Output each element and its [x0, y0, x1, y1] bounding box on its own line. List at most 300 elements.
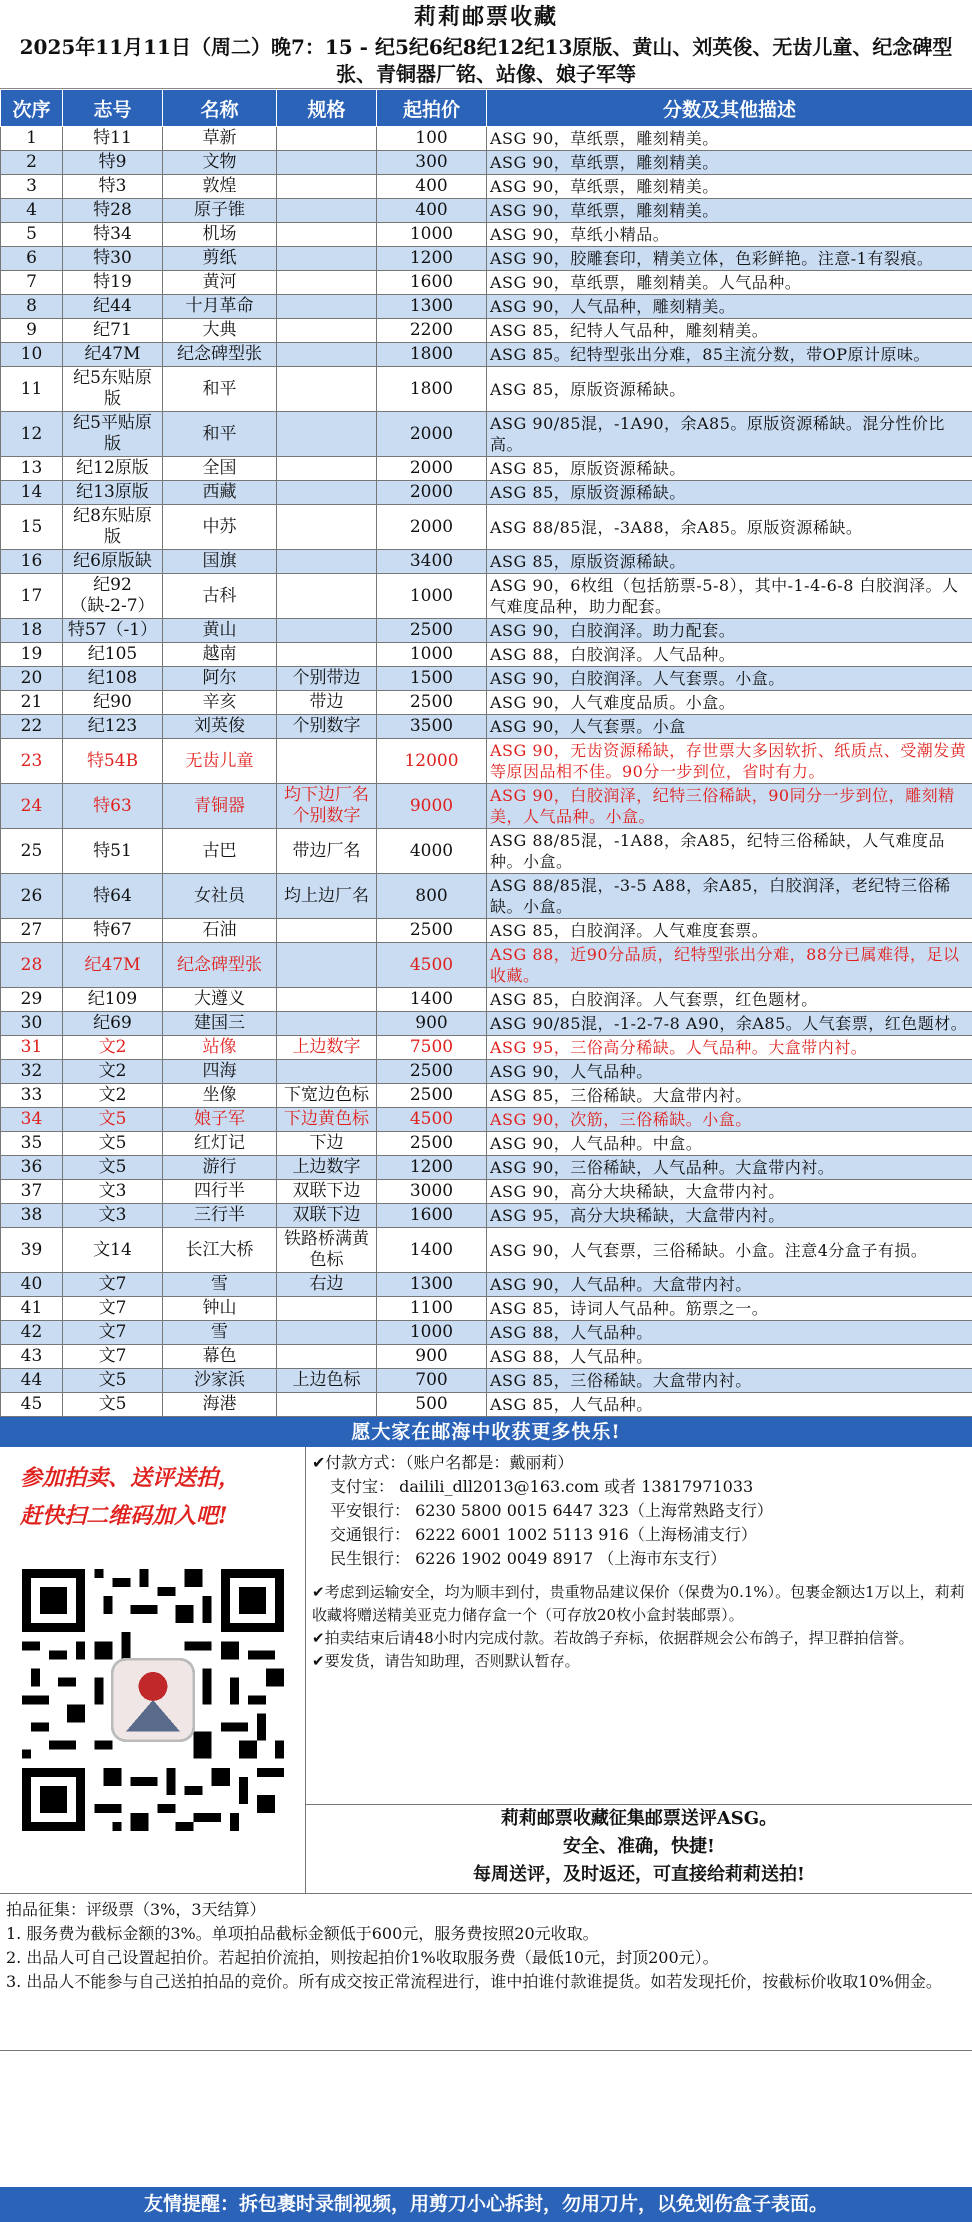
lot-name: 和平 — [163, 367, 277, 412]
column-header-desc: 分数及其他描述 — [487, 90, 972, 127]
table-row — [1, 1084, 972, 1108]
lot-code: 文7 — [63, 1321, 163, 1345]
lot-spec: 带边厂名 — [277, 829, 377, 874]
lot-spec: 右边 — [277, 1273, 377, 1297]
lot-desc: ASG 90，草纸票，雕刻精美。 — [487, 175, 972, 199]
table-row — [1, 151, 972, 175]
lot-price: 400 — [377, 199, 487, 223]
lot-desc: ASG 90，三俗稀缺，人气品种。大盒带内衬。 — [487, 1156, 972, 1180]
lot-desc: ASG 90，高分大块稀缺，大盒带内衬。 — [487, 1180, 972, 1204]
lot-no: 27 — [1, 919, 63, 943]
table-row — [1, 1393, 972, 1417]
lot-table — [0, 89, 972, 1417]
lot-desc: ASG 88，白胶润泽。人气品种。 — [487, 643, 972, 667]
lot-name: 黄河 — [163, 271, 277, 295]
lot-price: 1000 — [377, 643, 487, 667]
lot-name: 青铜器 — [163, 784, 277, 829]
lot-no: 4 — [1, 199, 63, 223]
table-row — [1, 1297, 972, 1321]
lot-spec — [277, 199, 377, 223]
page-subtitle: 2025年11月11日（周二）晚7：15 - 纪5纪6纪8纪12纪13原版、黄山、刘英俊、无齿儿童、纪念碑型张、青铜器厂铭、站像、娘子军等 — [19, 35, 953, 86]
lot-spec — [277, 505, 377, 550]
lot-no: 1 — [1, 127, 63, 151]
lot-price: 2500 — [377, 1060, 487, 1084]
table-row — [1, 1204, 972, 1228]
lot-code: 特30 — [63, 247, 163, 271]
table-row — [1, 715, 972, 739]
lot-price: 300 — [377, 151, 487, 175]
lot-no: 23 — [1, 739, 63, 784]
lot-no: 21 — [1, 691, 63, 715]
lot-price: 9000 — [377, 784, 487, 829]
lot-name: 古科 — [163, 574, 277, 619]
lot-no: 31 — [1, 1036, 63, 1060]
lot-code: 特63 — [63, 784, 163, 829]
lot-spec — [277, 574, 377, 619]
lot-price: 1300 — [377, 1273, 487, 1297]
table-row — [1, 319, 972, 343]
lot-spec: 下宽边色标 — [277, 1084, 377, 1108]
lot-spec — [277, 1321, 377, 1345]
lot-code: 纪108 — [63, 667, 163, 691]
lot-no: 26 — [1, 874, 63, 919]
lot-no: 22 — [1, 715, 63, 739]
lot-code: 特11 — [63, 127, 163, 151]
lot-code: 文7 — [63, 1345, 163, 1369]
lot-name: 游行 — [163, 1156, 277, 1180]
lot-spec — [277, 295, 377, 319]
note-shipping: ✔考虑到运输安全，均为顺丰到付，贵重物品建议保价（保费为0.1%）。包裹金额达1万以上，莉莉收藏将赠送精美亚克力储存盒一个（可存放20枚小盒封装邮票）。 — [312, 1583, 965, 1624]
lot-price: 500 — [377, 1393, 487, 1417]
table-row — [1, 829, 972, 874]
jiaotong-account: 交通银行： 6222 6001 1002 5113 916（上海杨浦支行） — [330, 1525, 757, 1544]
note-delivery: ✔要发货，请告知助理，否则默认暂存。 — [312, 1652, 580, 1670]
column-header-no: 次序 — [1, 90, 63, 127]
lot-code: 特51 — [63, 829, 163, 874]
lot-name: 海港 — [163, 1393, 277, 1417]
table-row — [1, 574, 972, 619]
lot-desc: ASG 90，白胶润泽。人气套票。小盒。 — [487, 667, 972, 691]
lot-name: 幕色 — [163, 1345, 277, 1369]
lot-desc: ASG 90，人气品种。大盒带内衬。 — [487, 1273, 972, 1297]
lot-code: 纪69 — [63, 1012, 163, 1036]
lot-name: 雪 — [163, 1273, 277, 1297]
lot-desc: ASG 90，6枚组（包括筋票-5-8），其中-1-4-6-8 白胶润泽。人气难度品种，助力配套。 — [487, 574, 972, 619]
lot-desc: ASG 90，草纸票，雕刻精美。 — [487, 199, 972, 223]
table-row — [1, 1369, 972, 1393]
alipay-account: 支付宝： dailili_dll2013@163.com 或者 13817971033 — [330, 1477, 754, 1496]
lot-no: 16 — [1, 550, 63, 574]
table-row — [1, 691, 972, 715]
table-row — [1, 988, 972, 1012]
lot-name: 四行半 — [163, 1180, 277, 1204]
info-section — [0, 1447, 972, 1894]
lot-code: 文5 — [63, 1108, 163, 1132]
rule-1: 1. 服务费为截标金额的3%。单项拍品截标金额低于600元，服务费按照20元收取。 — [6, 1924, 599, 1943]
lot-price: 2000 — [377, 505, 487, 550]
lot-price: 2500 — [377, 1084, 487, 1108]
lot-desc: ASG 88，近90分品质，纪特型张出分难，88分已属难得，足以收藏。 — [487, 943, 972, 988]
lot-desc: ASG 85，人气品种。 — [487, 1393, 972, 1417]
lot-no: 33 — [1, 1084, 63, 1108]
lot-name: 文物 — [163, 151, 277, 175]
lot-no: 17 — [1, 574, 63, 619]
lot-desc: ASG 95，高分大块稀缺，大盒带内衬。 — [487, 1204, 972, 1228]
promo-line-2: 赶快扫二维码加入吧! — [20, 1503, 228, 1529]
lot-no: 37 — [1, 1180, 63, 1204]
lot-desc: ASG 85，原版资源稀缺。 — [487, 367, 972, 412]
lot-price: 2500 — [377, 619, 487, 643]
lot-table-body — [1, 127, 972, 1417]
lot-name: 娘子军 — [163, 1108, 277, 1132]
lot-price: 400 — [377, 175, 487, 199]
lot-spec — [277, 1012, 377, 1036]
lot-price: 1400 — [377, 988, 487, 1012]
footer-reminder: 友情提醒：拆包裹时录制视频，用剪刀小心拆封，勿用刀片，以免划伤盒子表面。 — [0, 2187, 972, 2222]
lot-no: 18 — [1, 619, 63, 643]
lot-spec — [277, 127, 377, 151]
collect-line-3: 每周送评，及时返还，可直接给莉莉送拍! — [473, 1864, 805, 1885]
payment-info — [306, 1447, 972, 1575]
lot-desc: ASG 95，三俗高分稀缺。人气品种。大盒带内衬。 — [487, 1036, 972, 1060]
table-row — [1, 343, 972, 367]
promo-text — [0, 1447, 305, 1535]
lot-desc: ASG 85，白胶润泽。人气难度套票。 — [487, 919, 972, 943]
lot-spec — [277, 343, 377, 367]
lot-code: 文2 — [63, 1036, 163, 1060]
table-row — [1, 457, 972, 481]
column-header-price: 起拍价 — [377, 90, 487, 127]
rules-heading: 拍品征集：评级票（3%，3天结算） — [6, 1900, 266, 1919]
table-row — [1, 1180, 972, 1204]
lot-code: 纪47M — [63, 343, 163, 367]
lot-code: 文2 — [63, 1060, 163, 1084]
lot-no: 10 — [1, 343, 63, 367]
lot-code: 纪92（缺-2-7） — [63, 574, 163, 619]
lot-spec — [277, 367, 377, 412]
page-title: 莉莉邮票收藏 — [413, 4, 558, 30]
lot-name: 敦煌 — [163, 175, 277, 199]
column-header-name: 名称 — [163, 90, 277, 127]
lot-price: 1800 — [377, 367, 487, 412]
lot-name: 黄山 — [163, 619, 277, 643]
table-row — [1, 175, 972, 199]
lot-no: 35 — [1, 1132, 63, 1156]
lot-price: 1300 — [377, 295, 487, 319]
lot-price: 2000 — [377, 457, 487, 481]
lot-price: 800 — [377, 874, 487, 919]
lot-desc: ASG 88，人气品种。 — [487, 1321, 972, 1345]
lot-name: 大遵义 — [163, 988, 277, 1012]
lot-code: 纪44 — [63, 295, 163, 319]
lot-spec: 铁路桥满黄色标 — [277, 1228, 377, 1273]
lot-code: 纪71 — [63, 319, 163, 343]
lot-name: 刘英俊 — [163, 715, 277, 739]
lot-no: 15 — [1, 505, 63, 550]
lot-spec: 上边色标 — [277, 1369, 377, 1393]
lot-name: 站像 — [163, 1036, 277, 1060]
lot-price: 1200 — [377, 1156, 487, 1180]
lot-price: 4500 — [377, 1108, 487, 1132]
lot-no: 13 — [1, 457, 63, 481]
lot-price: 900 — [377, 1345, 487, 1369]
lot-spec — [277, 919, 377, 943]
lot-code: 纪123 — [63, 715, 163, 739]
lot-no: 39 — [1, 1228, 63, 1273]
column-header-spec: 规格 — [277, 90, 377, 127]
lot-price: 2500 — [377, 1132, 487, 1156]
lot-code: 纪6原版缺 — [63, 550, 163, 574]
table-row — [1, 199, 972, 223]
lot-no: 25 — [1, 829, 63, 874]
lot-price: 12000 — [377, 739, 487, 784]
lot-price: 700 — [377, 1369, 487, 1393]
lot-name: 西藏 — [163, 481, 277, 505]
lot-no: 38 — [1, 1204, 63, 1228]
lot-desc: ASG 85，白胶润泽。人气套票，红色题材。 — [487, 988, 972, 1012]
lot-desc: ASG 85，纪特人气品种，雕刻精美。 — [487, 319, 972, 343]
lot-spec: 个别数字 — [277, 715, 377, 739]
lot-desc: ASG 90，白胶润泽。助力配套。 — [487, 619, 972, 643]
lot-name: 四海 — [163, 1060, 277, 1084]
lot-desc: ASG 90，人气品种。 — [487, 1060, 972, 1084]
lot-desc: ASG 90，草纸票，雕刻精美。 — [487, 151, 972, 175]
lot-price: 1800 — [377, 343, 487, 367]
lot-no: 2 — [1, 151, 63, 175]
lot-spec: 均下边厂名个别数字 — [277, 784, 377, 829]
lot-spec — [277, 457, 377, 481]
qr-code-icon[interactable] — [22, 1569, 284, 1831]
lot-name: 无齿儿童 — [163, 739, 277, 784]
table-row — [1, 739, 972, 784]
table-row — [1, 1321, 972, 1345]
lot-price: 100 — [377, 127, 487, 151]
table-row — [1, 481, 972, 505]
lot-no: 29 — [1, 988, 63, 1012]
lot-no: 7 — [1, 271, 63, 295]
lot-name: 三行半 — [163, 1204, 277, 1228]
lot-desc: ASG 90，人气难度品质。小盒。 — [487, 691, 972, 715]
lot-name: 红灯记 — [163, 1132, 277, 1156]
lot-desc: ASG 90，胶雕套印，精美立体，色彩鲜艳。注意-1有裂痕。 — [487, 247, 972, 271]
lot-spec: 下边黄色标 — [277, 1108, 377, 1132]
lot-code: 特64 — [63, 874, 163, 919]
table-row — [1, 1108, 972, 1132]
lot-code: 纪12原版 — [63, 457, 163, 481]
note-payment-deadline: ✔拍卖结束后请48小时内完成付款。若故鸽子弃标，依据群规会公布鸽子，捍卫群拍信誉。 — [312, 1629, 914, 1647]
lot-spec — [277, 1297, 377, 1321]
lot-code: 文14 — [63, 1228, 163, 1273]
lot-price: 900 — [377, 1012, 487, 1036]
lot-price: 3000 — [377, 1180, 487, 1204]
lot-spec — [277, 151, 377, 175]
lot-name: 原子锥 — [163, 199, 277, 223]
table-row — [1, 505, 972, 550]
lot-spec — [277, 247, 377, 271]
lot-code: 文5 — [63, 1132, 163, 1156]
lot-no: 5 — [1, 223, 63, 247]
lot-spec: 带边 — [277, 691, 377, 715]
lot-price: 2500 — [377, 691, 487, 715]
table-row — [1, 874, 972, 919]
lot-name: 国旗 — [163, 550, 277, 574]
lot-spec: 双联下边 — [277, 1180, 377, 1204]
lot-no: 41 — [1, 1297, 63, 1321]
lot-no: 30 — [1, 1012, 63, 1036]
table-row — [1, 271, 972, 295]
header — [0, 0, 972, 89]
lot-name: 雪 — [163, 1321, 277, 1345]
lot-name: 沙家浜 — [163, 1369, 277, 1393]
lot-price: 3500 — [377, 715, 487, 739]
lot-no: 24 — [1, 784, 63, 829]
lot-price: 1000 — [377, 574, 487, 619]
lot-code: 纪109 — [63, 988, 163, 1012]
lot-no: 28 — [1, 943, 63, 988]
lot-code: 特3 — [63, 175, 163, 199]
collect-line-1: 莉莉邮票收藏征集邮票送评ASG。 — [500, 1808, 778, 1829]
lot-code: 文3 — [63, 1180, 163, 1204]
rule-3: 3. 出品人不能参与自己送拍拍品的竞价。所有成交按正常流程进行，谁中拍谁付款谁提货。如若发现托价，按截标价收取10%佣金。 — [6, 1972, 942, 1991]
lot-spec — [277, 175, 377, 199]
lot-code: 文2 — [63, 1084, 163, 1108]
lot-price: 1600 — [377, 1204, 487, 1228]
lot-name: 十月革命 — [163, 295, 277, 319]
lot-desc: ASG 90，人气套票。小盒 — [487, 715, 972, 739]
lot-no: 44 — [1, 1369, 63, 1393]
table-row — [1, 550, 972, 574]
lot-name: 纪念碑型张 — [163, 343, 277, 367]
lot-code: 文5 — [63, 1393, 163, 1417]
lot-name: 和平 — [163, 412, 277, 457]
lot-desc: ASG 90，人气套票，三俗稀缺。小盒。注意4分盒子有损。 — [487, 1228, 972, 1273]
lot-no: 32 — [1, 1060, 63, 1084]
lot-name: 机场 — [163, 223, 277, 247]
lot-name: 女社员 — [163, 874, 277, 919]
lot-code: 文5 — [63, 1369, 163, 1393]
promo-panel — [0, 1447, 306, 1893]
lot-spec — [277, 643, 377, 667]
lot-spec: 上边数字 — [277, 1156, 377, 1180]
lot-price: 3400 — [377, 550, 487, 574]
pingan-account: 平安银行： 6230 5800 0015 6447 323（上海常熟路支行） — [330, 1501, 773, 1520]
lot-desc: ASG 88，人气品种。 — [487, 1345, 972, 1369]
table-row — [1, 1132, 972, 1156]
lot-desc: ASG 85，诗词人气品种。筋票之一。 — [487, 1297, 972, 1321]
lot-spec — [277, 412, 377, 457]
lot-desc: ASG 90/85混，-1-2-7-8 A90，余A85。人气套票，红色题材。 — [487, 1012, 972, 1036]
lot-spec — [277, 1060, 377, 1084]
lot-price: 1400 — [377, 1228, 487, 1273]
lot-no: 36 — [1, 1156, 63, 1180]
lot-desc: ASG 88/85混，-3A88，余A85。原版资源稀缺。 — [487, 505, 972, 550]
lot-no: 3 — [1, 175, 63, 199]
column-header-code: 志号 — [63, 90, 163, 127]
lot-desc: ASG 85，三俗稀缺。大盒带内衬。 — [487, 1084, 972, 1108]
lot-spec — [277, 988, 377, 1012]
lot-code: 特9 — [63, 151, 163, 175]
lot-name: 石油 — [163, 919, 277, 943]
lot-no: 9 — [1, 319, 63, 343]
lot-price: 2000 — [377, 412, 487, 457]
lot-code: 特57（-1） — [63, 619, 163, 643]
lot-spec: 均上边厂名 — [277, 874, 377, 919]
lot-price: 1600 — [377, 271, 487, 295]
lot-desc: ASG 90，草纸票，雕刻精美。人气品种。 — [487, 271, 972, 295]
lot-price: 2200 — [377, 319, 487, 343]
lot-code: 特67 — [63, 919, 163, 943]
lot-desc: ASG 88/85混，-3-5 A88，余A85，白胶润泽，老纪特三俗稀缺。小盒。 — [487, 874, 972, 919]
table-header-row — [1, 90, 972, 127]
lot-desc: ASG 90，草纸小精品。 — [487, 223, 972, 247]
lot-name: 古巴 — [163, 829, 277, 874]
lot-name: 钟山 — [163, 1297, 277, 1321]
lot-no: 40 — [1, 1273, 63, 1297]
banner: 愿大家在邮海中收获更多快乐! — [0, 1417, 972, 1447]
table-row — [1, 1012, 972, 1036]
lot-desc: ASG 85，三俗稀缺。大盒带内衬。 — [487, 1369, 972, 1393]
lot-code: 文7 — [63, 1297, 163, 1321]
consignment-rules — [0, 1894, 972, 2051]
lot-no: 42 — [1, 1321, 63, 1345]
lot-code: 纪90 — [63, 691, 163, 715]
lot-spec: 上边数字 — [277, 1036, 377, 1060]
lot-spec — [277, 481, 377, 505]
lot-price: 1000 — [377, 1321, 487, 1345]
lot-code: 特34 — [63, 223, 163, 247]
table-row — [1, 667, 972, 691]
table-row — [1, 247, 972, 271]
lot-no: 14 — [1, 481, 63, 505]
lot-desc: ASG 85，原版资源稀缺。 — [487, 457, 972, 481]
table-row — [1, 127, 972, 151]
lot-code: 文5 — [63, 1156, 163, 1180]
lot-spec — [277, 739, 377, 784]
lot-desc: ASG 90，无齿资源稀缺，存世票大多因软折、纸质点、受潮发黄等原因品相不佳。90分一步到位，省时有力。 — [487, 739, 972, 784]
lot-spec — [277, 319, 377, 343]
lot-spec — [277, 271, 377, 295]
lot-spec: 个别带边 — [277, 667, 377, 691]
lot-price: 1200 — [377, 247, 487, 271]
lot-price: 2000 — [377, 481, 487, 505]
lot-desc: ASG 85。纪特型张出分难，85主流分数，带OP原计原味。 — [487, 343, 972, 367]
lot-name: 长江大桥 — [163, 1228, 277, 1273]
lot-no: 6 — [1, 247, 63, 271]
lot-name: 阿尔 — [163, 667, 277, 691]
lot-name: 坐像 — [163, 1084, 277, 1108]
lot-name: 草新 — [163, 127, 277, 151]
lot-price: 2500 — [377, 919, 487, 943]
lot-spec — [277, 550, 377, 574]
lot-desc: ASG 90，白胶润泽，纪特三俗稀缺，90同分一步到位，雕刻精美，人气品种。小盒。 — [487, 784, 972, 829]
lot-desc: ASG 90，次筋，三俗稀缺。小盒。 — [487, 1108, 972, 1132]
lot-desc: ASG 90，人气品种，雕刻精美。 — [487, 295, 972, 319]
lot-code: 纪5平贴原版 — [63, 412, 163, 457]
table-row — [1, 1345, 972, 1369]
lot-price: 4000 — [377, 829, 487, 874]
payment-heading: ✔付款方式：（账户名都是：戴丽莉） — [312, 1453, 574, 1472]
table-row — [1, 412, 972, 457]
table-row — [1, 1228, 972, 1273]
lot-name: 中苏 — [163, 505, 277, 550]
lot-desc: ASG 88/85混，-1A88，余A85，纪特三俗稀缺，人气难度品种。小盒。 — [487, 829, 972, 874]
lot-price: 4500 — [377, 943, 487, 988]
lot-code: 纪47M — [63, 943, 163, 988]
table-row — [1, 919, 972, 943]
lot-desc: ASG 85，原版资源稀缺。 — [487, 481, 972, 505]
collection-notice — [306, 1804, 972, 1893]
promo-line-1: 参加拍卖、送评送拍， — [20, 1465, 241, 1491]
